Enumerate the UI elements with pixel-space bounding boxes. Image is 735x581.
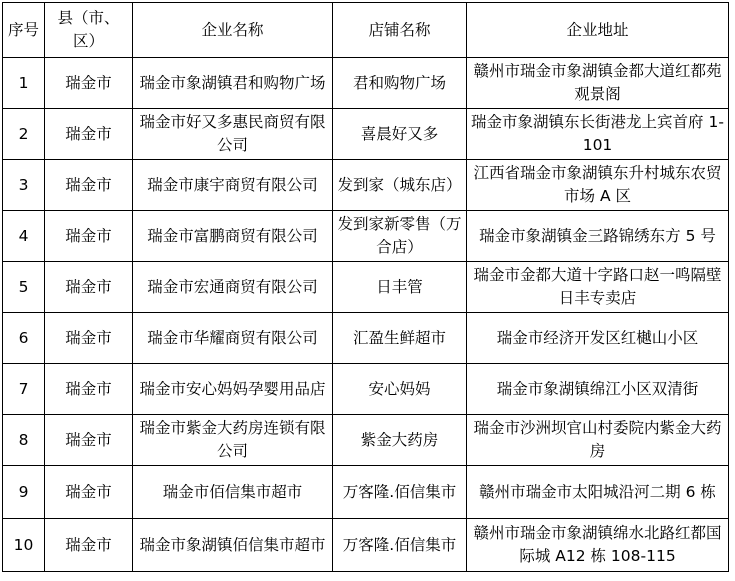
cell-store: 喜晨好又多: [333, 109, 467, 160]
cell-store: 发到家新零售（万合店）: [333, 211, 467, 262]
table-row: [3, 313, 729, 364]
cell-county: 瑞金市: [45, 160, 133, 211]
cell-company: 瑞金市象湖镇君和购物广场: [133, 58, 333, 109]
cell-county: 瑞金市: [45, 262, 133, 313]
table-row: [3, 519, 729, 572]
header-address: 企业地址: [467, 3, 729, 58]
cell-store: 君和购物广场: [333, 58, 467, 109]
cell-address: 赣州市瑞金市象湖镇绵水北路红都国际城 A12 栋 108-115: [467, 519, 729, 572]
cell-store: 日丰管: [333, 262, 467, 313]
cell-address: 赣州市瑞金市太阳城沿河二期 6 栋: [467, 466, 729, 519]
cell-store: 发到家（城东店）: [333, 160, 467, 211]
table-header-row: [3, 3, 729, 58]
cell-address: 赣州市瑞金市象湖镇金都大道红都苑观景阁: [467, 58, 729, 109]
cell-store: 汇盈生鲜超市: [333, 313, 467, 364]
cell-company: 瑞金市紫金大药房连锁有限公司: [133, 415, 333, 466]
cell-company: 瑞金市康宇商贸有限公司: [133, 160, 333, 211]
cell-no: 7: [3, 364, 45, 415]
cell-company: 瑞金市安心妈妈孕婴用品店: [133, 364, 333, 415]
cell-company: 瑞金市象湖镇佰信集市超市: [133, 519, 333, 572]
cell-no: 1: [3, 58, 45, 109]
cell-store: 万客隆.佰信集市: [333, 466, 467, 519]
cell-no: 5: [3, 262, 45, 313]
cell-store: 万客隆.佰信集市: [333, 519, 467, 572]
table-row: [3, 109, 729, 160]
table-row: [3, 211, 729, 262]
cell-company: 瑞金市佰信集市超市: [133, 466, 333, 519]
cell-address: 瑞金市象湖镇东长街港龙上宾首府 1-101: [467, 109, 729, 160]
cell-address: 瑞金市象湖镇绵江小区双清街: [467, 364, 729, 415]
cell-no: 3: [3, 160, 45, 211]
table-row: [3, 58, 729, 109]
cell-store: 安心妈妈: [333, 364, 467, 415]
header-county: 县（市、区）: [45, 3, 133, 58]
cell-company: 瑞金市华耀商贸有限公司: [133, 313, 333, 364]
cell-county: 瑞金市: [45, 58, 133, 109]
cell-address: 瑞金市金都大道十字路口赵一鸣隔壁日丰专卖店: [467, 262, 729, 313]
cell-county: 瑞金市: [45, 415, 133, 466]
enterprise-table: [2, 2, 729, 572]
cell-address: 江西省瑞金市象湖镇东升村城东农贸市场 A 区: [467, 160, 729, 211]
cell-no: 2: [3, 109, 45, 160]
table-row: [3, 160, 729, 211]
cell-county: 瑞金市: [45, 109, 133, 160]
header-no: 序号: [3, 3, 45, 58]
header-store: 店铺名称: [333, 3, 467, 58]
table-row: [3, 262, 729, 313]
cell-no: 4: [3, 211, 45, 262]
table-row: [3, 466, 729, 519]
cell-county: 瑞金市: [45, 466, 133, 519]
cell-no: 8: [3, 415, 45, 466]
cell-company: 瑞金市宏通商贸有限公司: [133, 262, 333, 313]
cell-county: 瑞金市: [45, 313, 133, 364]
cell-address: 瑞金市经济开发区红樾山小区: [467, 313, 729, 364]
cell-no: 6: [3, 313, 45, 364]
cell-no: 9: [3, 466, 45, 519]
cell-address: 瑞金市沙洲坝官山村委院内紫金大药房: [467, 415, 729, 466]
cell-store: 紫金大药房: [333, 415, 467, 466]
table-row: [3, 415, 729, 466]
cell-address: 瑞金市象湖镇金三路锦绣东方 5 号: [467, 211, 729, 262]
table-row: [3, 364, 729, 415]
cell-county: 瑞金市: [45, 364, 133, 415]
cell-county: 瑞金市: [45, 211, 133, 262]
header-company: 企业名称: [133, 3, 333, 58]
cell-company: 瑞金市好又多惠民商贸有限公司: [133, 109, 333, 160]
cell-no: 10: [3, 519, 45, 572]
cell-county: 瑞金市: [45, 519, 133, 572]
cell-company: 瑞金市富鹏商贸有限公司: [133, 211, 333, 262]
